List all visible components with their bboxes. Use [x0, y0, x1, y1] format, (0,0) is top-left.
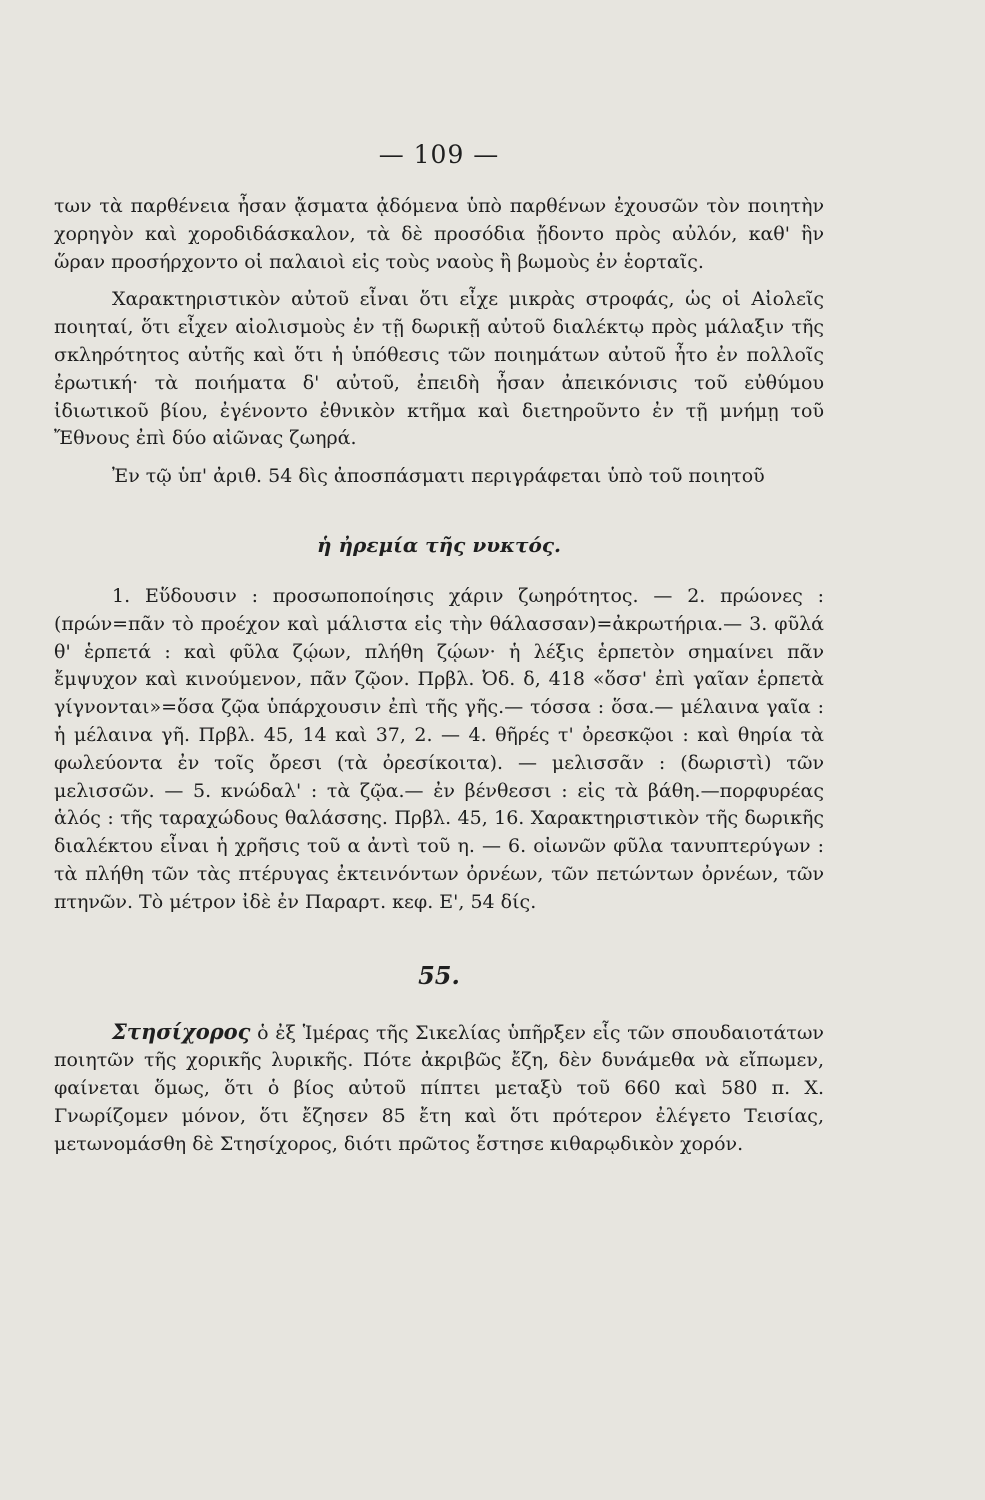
paragraph-partheneia: των τὰ παρθένεια ἦσαν ᾄσματα ᾀδόμενα ὑπὸ παρθένων ἐχουσῶν τὸν ποιητὴν χορηγὸν καὶ χοροδιδάσκαλον, τὰ δὲ προσόδια ᾔδοντο πρὸς αὐλόν, καθ' ἣν ὥραν προσήρχοντο οἱ παλαιοὶ εἰς τοὺς ναοὺς ἢ βωμοὺς ἐν ἑορταῖς. — [54, 195, 824, 273]
poem-number: 55. — [418, 960, 460, 990]
page-number: — 109 — — [378, 140, 500, 169]
paragraph-commentary: 1. Εὕδουσιν : προσωποποίησις χάριν ζωηρότητος. — 2. πρώονες : (πρών=πᾶν τὸ προέχον καὶ μάλιστα εἰς τὴν θάλασσαν)=ἀκρωτήρια.— 3. φῦλά θ' ἑρπετά : καὶ φῦλα ζῴων, πλήθη ζῴων· ἡ λέξις ἑρπετὸν σημαίνει πᾶν ἔμψυχον καὶ κινούμενον, πᾶν ζῷον. Πρβλ. Ὀδ. δ, 418 «ὅσσ' ἐπὶ γαῖαν ἑρπετὰ γίγνονται»=ὅσα ζῷα ὑπάρχουσιν ἐπὶ τῆς γῆς.— τόσσα : ὅσα.— μέλαινα γαῖα : ἡ μέλαινα γῆ. Πρβλ. 45, 14 καὶ 37, 2. — 4. θῆρές τ' ὀρεσκῷοι : καὶ θηρία τὰ φωλεύοντα ἐν τοῖς ὄρεσι (τὰ ὀρεσίκοιτα). — μελισσᾶν : (δωριστὶ) τῶν μελισσῶν. — 5. κνώδαλ' : τὰ ζῷα.— ἐν βένθεσσι : εἰς τὰ βάθη.—πορφυρέας ἁλός : τῆς ταραχώδους θαλάσσης. Πρβλ. 45, 16. Χαρακτηριστικὸν τῆς δωρικῆς διαλέκτου εἶναι ἡ χρῆσις τοῦ α ἀντὶ τοῦ η. — 6. οἰωνῶν φῦλα τανυπτερύγων : τὰ πλήθη τῶν τὰς πτέρυγας ἐκτεινόντων ὀρνέων, τῶν πετώντων ὀρνέων, τῶν πτηνῶν. Τὸ μέτρον ἰδὲ ἐν Παραρτ. κεφ. Ε', 54 δίς. — [54, 584, 824, 913]
paragraph-stesichorus — [54, 1018, 824, 1159]
page-content — [54, 140, 824, 1169]
poet-name: Στησίχορος — [112, 1018, 251, 1044]
paragraph-characteristics: Χαρακτηριστικὸν αὐτοῦ εἶναι ὅτι εἶχε μικρὰς στροφάς, ὡς οἱ Αἰολεῖς ποιηταί, ὅτι εἶχεν αἰολισμοὺς ἐν τῇ δωρικῇ αὐτοῦ διαλέκτῳ πρὸς μάλαξιν τῆς σκληρότητος αὐτῆς καὶ ὅτι ἡ ὑπόθεσις τῶν ποιημάτων αὐτοῦ ἦτο ἐν πολλοῖς ἐρωτική· τὰ ποιήματα δ' αὐτοῦ, ἐπειδὴ ἦσαν ἀπεικόνισις τοῦ εὐθύμου ἰδιωτικοῦ βίου, ἐγένοντο ἐθνικὸν κτῆμα καὶ διετηροῦντο ἐν τῇ μνήμῃ τοῦ Ἔθνους ἐπὶ δύο αἰῶνας ζωηρά. — [54, 288, 824, 450]
paragraph-fragment-intro: Ἐν τῷ ὑπ' ἀριθ. 54 δὶς ἀποσπάσματι περιγράφεται ὑπὸ τοῦ ποιητοῦ — [112, 465, 765, 488]
paragraph-stesichorus-text: ὁ ἐξ Ἱμέρας τῆς Σικελίας ὑπῆρξεν εἷς τῶν σπουδαιοτάτων ποιητῶν τῆς χορικῆς λυρικῆς. Πότε ἀκριβῶς ἔζη, δὲν δυνάμεθα νὰ εἴπωμεν, φαίνεται ὅμως, ὅτι ὁ βίος αὐτοῦ πίπτει μεταξὺ τοῦ 660 καὶ 580 π. Χ. Γνωρίζομεν μόνον, ὅτι ἔζησεν 85 ἔτη καὶ ὅτι πρότερον ἐλέγετο Τεισίας, μετωνομάσθη δὲ Στησίχορος, διότι πρῶτος ἔστησε κιθαρῳδικὸν χορόν. — [54, 1021, 824, 1155]
section-title: ἡ ἠρεμία τῆς νυκτός. — [317, 532, 561, 557]
